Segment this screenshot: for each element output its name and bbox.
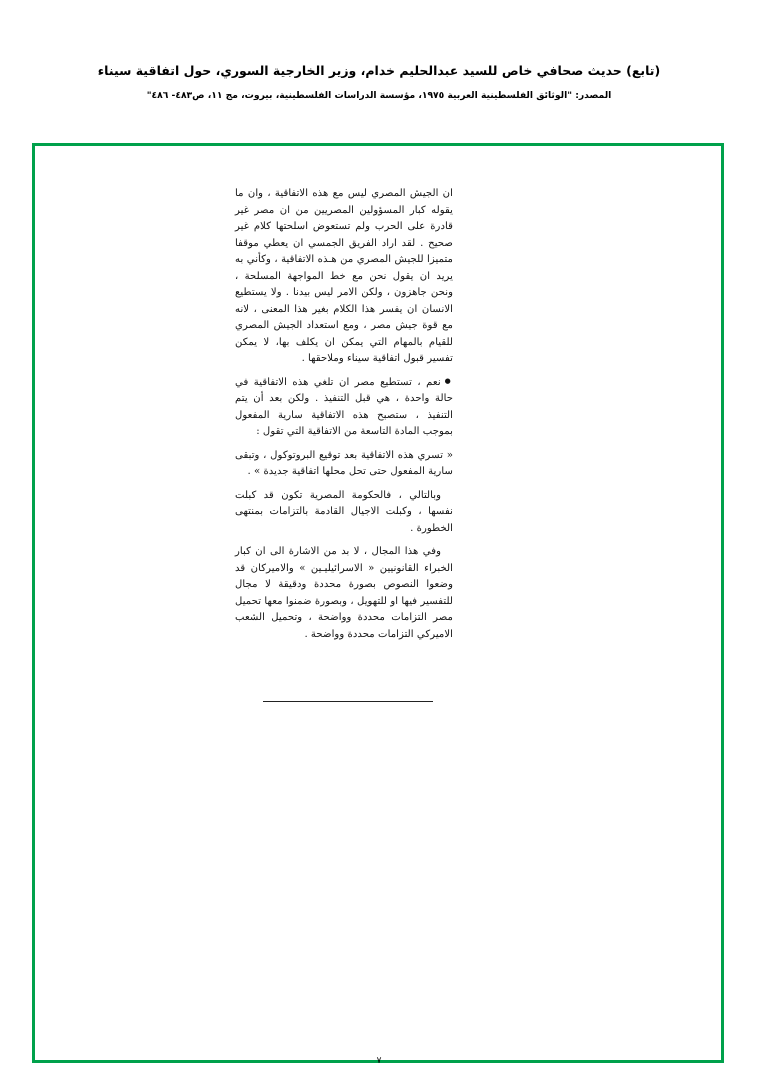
section-divider-rule [263,701,433,702]
source-citation: المصدر: "الوثائق الفلسطينية العربية ١٩٧٥، مؤسسة الدراسات الفلسطينية، بيروت، مج ١١، ص٤٨٣- ٤٨٦" [146,89,612,101]
body-text-column [235,186,453,643]
paragraph-3-quotation: « تسري هذه الاتفاقية بعد توقيع البروتوكول ، وتبقى سارية المفعول حتى تحل محلها اتفاقية جديدة » . [235,449,453,478]
page-title: (تابع) حديث صحافي خاص للسيد عبدالحليم خدام، وزير الخارجية السوري، حول اتفاقية سيناء [97,63,661,78]
paragraph-5: وفي هذا المجال ، لا بد من الاشارة الى ان كبار الخبراء القانونيين « الاسرائيليـين » والاميركان قد وضعوا النصوص بصورة محددة ودقيقة لا مجال للتفسير فيها او للتهويل ، وبصورة ضمنوا معها تحميل مصر التزامات محددة وواضحة ، وتحميل الشعب الاميركي التزامات محددة وواضحة . [235,546,453,640]
paragraph-2-bulleted: ● نعم ، تستطيع مصر ان تلغي هذه الاتفاقية في حالة واحدة ، هي قبل التنفيذ . ولكن بعد أن يتم التنفيذ ، ستصبح هذه الاتفاقية سارية المفعول بموجب المادة التاسعة من الاتفاقية التي تقول : [235,375,453,441]
page-number: ٧ [376,1056,382,1066]
paragraph-1: ان الجيش المصري ليس مع هذه الاتفاقية ، وان ما يقوله كبار المسؤولين المصريين من ان مصر غير قادرة على الحرب ولم تستعوض اسلحتها كلام غير صحيح . لقد اراد الفريق الجمسي ان يعطي موقفا متميزا للجيش المصري من هـذه الاتفاقية ، وكأني به يريد ان يقول نحن مع خط المواجهة المسلحة ، ونحن جاهزون ، ولكن الامر ليس بيدنا . ولا يستطيع الانسان ان يفسر هذا الكلام بغير هذا المعنى ، لانه مع قوة جيش مصر ، ومع استعداد الجيش المصري للقيام بالمهام التي يمكن ان يكلف بها، لا يمكن تفسير قبول اتفاقية سيناء وملاحقها . [235,188,453,365]
paragraph-4: وبالتالي ، فالحكومة المصرية تكون قد كبلت نفسها ، وكبلت الاجيال القادمة بالتزامات بمنتهى الخطورة . [235,489,453,534]
green-border-frame [32,143,724,1063]
page-header [0,62,758,103]
